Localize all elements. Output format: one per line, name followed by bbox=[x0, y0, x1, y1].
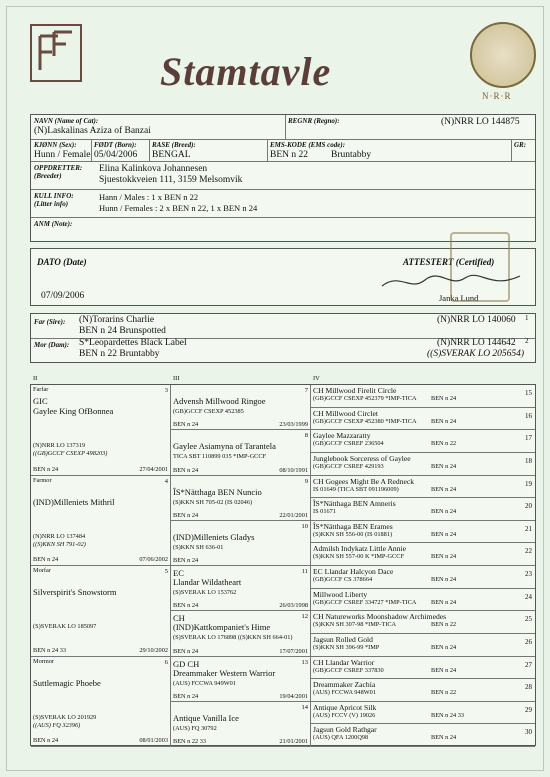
gen4-name: Jagsun Rolled Gold bbox=[313, 634, 373, 644]
gen4-name: Junglebook Sorceress of Gaylee bbox=[313, 453, 411, 463]
gen3-cell bbox=[171, 702, 311, 747]
gen4-cell bbox=[311, 611, 535, 634]
gen2-cell bbox=[31, 385, 171, 476]
date-label: DATO (Date) bbox=[37, 257, 87, 267]
column-header-ii: II bbox=[33, 375, 38, 382]
column-header-iv: IV bbox=[313, 375, 320, 382]
gen4-reg: (AUS) FCCWA 948W01 bbox=[313, 689, 376, 697]
gen4-ems: BEN n 22 bbox=[431, 621, 457, 629]
dam-num: 2 bbox=[525, 337, 529, 345]
gen3-reg: (S)KKN SH 636-01 bbox=[173, 543, 224, 551]
cat-sex: Hunn / Female bbox=[34, 150, 91, 160]
gen3-number: 8 bbox=[304, 432, 308, 440]
gen2-relation: Mormor bbox=[33, 657, 54, 665]
gen4-ems: BEN n 24 33 bbox=[431, 711, 465, 719]
gen4-reg: (AUS) FCCV (V) 19026 bbox=[313, 711, 376, 719]
gen4-reg: (GB)GCCF CSREF 236504 bbox=[313, 440, 384, 448]
gen4-number: 29 bbox=[525, 705, 532, 714]
gen4-number: 20 bbox=[525, 502, 532, 511]
gen2-name: Silverspirit's Snowstorm bbox=[33, 587, 117, 597]
gen3-ems: BEN n 22 33 bbox=[173, 738, 207, 745]
cat-ems: BEN n 22 bbox=[270, 150, 308, 160]
cat-info-box bbox=[30, 114, 536, 242]
gen4-ems: BEN n 24 bbox=[431, 576, 457, 583]
gen4-reg: (GB)GCCF CSREF 429193 bbox=[313, 462, 384, 470]
gen4-cell bbox=[311, 543, 535, 566]
gen3-name: (IND)Milleniets Gladys bbox=[173, 531, 255, 542]
sire-ems: BEN n 24 Brunspotted bbox=[79, 326, 166, 336]
gen2-cell bbox=[31, 657, 171, 748]
gen3-reg: (AUS) FCCWA 949W01 bbox=[173, 679, 236, 687]
litter-females: Hunn / Females : 2 x BEN n 22, 1 x BEN n 24 bbox=[99, 203, 258, 213]
gen4-name: CH Millwood Firelit Circle bbox=[313, 386, 397, 395]
gen3-reg: (S)SVERAK LO 176898 ((S)KKN SH 664-01) bbox=[173, 634, 293, 642]
gen4-name: ÎS*Nätthaga BEN Erames bbox=[313, 521, 393, 531]
gen4-ems: BEN n 24 bbox=[431, 643, 457, 651]
gen2-number: 6 bbox=[164, 658, 168, 666]
nrr-seal-icon bbox=[470, 22, 536, 88]
gen4-name: Antique Apricot Silk bbox=[313, 702, 377, 712]
breeder-address: Sjuestokkveien 111, 3159 Melsomvik bbox=[99, 175, 243, 185]
gen4-reg: (GB)GCCF CSREF 337830 bbox=[313, 666, 384, 674]
gen4-ems: BEN n 22 bbox=[431, 689, 457, 697]
gen3-cell bbox=[171, 657, 311, 702]
sire-num: 1 bbox=[525, 314, 529, 322]
gen4-ems: BEN n 22 bbox=[431, 440, 457, 448]
signer-name: Janka Lund bbox=[439, 293, 479, 303]
dam-reg: (N)NRR LO 144642 bbox=[437, 338, 516, 348]
gen3-ems: BEN n 24 bbox=[173, 421, 199, 429]
gen4-ems: BEN n 24 bbox=[431, 485, 457, 493]
gen4-reg: (S)KKN SH 556-00 (IS 01881) bbox=[313, 530, 393, 538]
gen3-number: 11 bbox=[301, 568, 308, 575]
gen3-title: GD CH bbox=[173, 658, 200, 669]
gen3-cell bbox=[171, 476, 311, 521]
gen2-reg2: ((AUS) FQ 32396) bbox=[33, 721, 81, 729]
litter-males: Hann / Males : 1 x BEN n 22 bbox=[99, 192, 199, 202]
gen4-ems: BEN n 24 bbox=[431, 417, 457, 425]
gen3-name: Antique Vanilla Ice bbox=[173, 712, 239, 723]
gen4-name: CH Llandar Warrior bbox=[313, 657, 375, 667]
document-title: Stamtavle bbox=[160, 49, 332, 94]
gen2-relation: Morfar bbox=[33, 567, 51, 574]
gen4-cell bbox=[311, 385, 535, 408]
gr-label: GR: bbox=[514, 141, 527, 149]
gen3-reg: (S)SVERAK LO 153762 bbox=[173, 589, 237, 596]
gen4-ems: BEN n 24 bbox=[431, 530, 457, 538]
gen4-cell bbox=[311, 453, 535, 476]
gen3-number: 13 bbox=[301, 658, 308, 666]
column-header-iii: III bbox=[173, 375, 180, 382]
gen4-cell bbox=[311, 657, 535, 680]
gen3-date: 21/01/2001 bbox=[279, 738, 308, 745]
gen2-relation: Farfar bbox=[33, 386, 49, 393]
gen2-date: 27/04/2001 bbox=[139, 465, 168, 473]
gen4-cell bbox=[311, 679, 535, 702]
gen4-reg: (S)KKN SH 557-00 K *IMP-GCCF bbox=[313, 553, 404, 561]
gen4-cell bbox=[311, 498, 535, 521]
gen3-cell bbox=[171, 611, 311, 656]
gen2-date: 29/10/2002 bbox=[139, 646, 168, 654]
gen4-name: CH Natureworks Moonshadow Archimedes bbox=[313, 612, 447, 622]
gen4-cell bbox=[311, 408, 535, 431]
gen3-date: 26/03/1998 bbox=[279, 602, 308, 610]
gen4-cell bbox=[311, 634, 535, 657]
gen4-reg: (GB)GCCF CSREF 334727 *IMP-TICA bbox=[313, 598, 417, 606]
gen3-number: 14 bbox=[301, 703, 308, 711]
name-label: NAVN (Name of Cat): bbox=[34, 117, 99, 125]
gen2-reg2: ((S)KKN SH 791-02) bbox=[33, 540, 86, 548]
gen4-ems: BEN n 24 bbox=[431, 734, 457, 742]
gen4-reg: (GB)GCCF CSEXP 452380 *IMP-TICA bbox=[313, 417, 417, 425]
gen4-cell bbox=[311, 702, 535, 725]
gen3-ems: BEN n 24 bbox=[173, 647, 199, 655]
gen4-name: ÎS*Nätthaga BEN Amneris bbox=[313, 499, 396, 509]
born-label: FØDT (Born): bbox=[94, 141, 137, 149]
signature-icon bbox=[380, 270, 530, 294]
gen3-name: (IND)Kattkompaniet's Hime bbox=[173, 622, 271, 633]
sex-label: KJØNN (Sex): bbox=[34, 141, 77, 149]
gen4-cell bbox=[311, 589, 535, 612]
breeder-name: Elina Kalinkova Johannesen bbox=[99, 164, 208, 174]
gen4-ems: BEN n 24 bbox=[431, 598, 457, 606]
cat-regnr: (N)NRR LO 144875 bbox=[441, 117, 520, 127]
gen4-ems: BEN n 24 bbox=[431, 666, 457, 674]
gen3-date: 23/03/1999 bbox=[279, 421, 308, 429]
gen4-name: Dreammaker Zachia bbox=[313, 680, 376, 690]
gen4-number: 18 bbox=[525, 456, 532, 465]
gen2-name: (IND)Milleniets Mithril bbox=[33, 496, 115, 507]
gen3-cell bbox=[171, 385, 311, 430]
gen4-number: 16 bbox=[525, 411, 532, 420]
gen2-number: 4 bbox=[164, 477, 168, 485]
gen2-date: 08/01/2003 bbox=[139, 737, 168, 744]
gen3-cell bbox=[171, 430, 311, 475]
gen2-ems: BEN n 24 33 bbox=[33, 646, 67, 654]
gen4-reg: (GB)GCCF CSEXP 452379 *IMP-TICA bbox=[313, 395, 417, 402]
gen2-number: 5 bbox=[164, 568, 168, 575]
gen3-name: Advensh Millwood Ringoe bbox=[173, 396, 266, 406]
gen3-name: Gaylee Asiamyna of Tarantela bbox=[173, 441, 276, 452]
sire-label: Far (Sire): bbox=[34, 318, 66, 326]
cert-date: 07/09/2006 bbox=[41, 291, 85, 301]
cat-name: (N)Laskalinas Aziza of Banzai bbox=[34, 126, 151, 136]
gen3-ems: BEN n 24 bbox=[173, 466, 199, 474]
gen4-number: 28 bbox=[525, 683, 532, 692]
gen3-cell bbox=[171, 521, 311, 566]
gen2-reg: (N)NRR LO 137484 bbox=[33, 532, 86, 540]
gen4-reg: (S)KKN SH 307-98 *IMP-TICA bbox=[313, 621, 397, 629]
cat-breed: BENGAL bbox=[152, 150, 191, 160]
ems-label: EMS-KODE (EMS code): bbox=[270, 141, 346, 149]
gen3-number: 10 bbox=[301, 522, 308, 530]
gen3-number: 7 bbox=[304, 387, 308, 394]
gen3-name: Dreammaker Western Warrior bbox=[173, 667, 276, 678]
gen2-name: Suttlemagic Phoebe bbox=[33, 677, 101, 688]
gen3-ems: BEN n 24 bbox=[173, 557, 199, 564]
gen2-ems: BEN n 24 bbox=[33, 556, 59, 563]
gen4-number: 25 bbox=[525, 615, 532, 624]
gen4-ems: BEN n 24 bbox=[431, 553, 457, 561]
gen3-ems: BEN n 24 bbox=[173, 692, 199, 700]
attest-label: ATTESTERT (Certified) bbox=[403, 257, 495, 267]
cat-born: 05/04/2006 bbox=[94, 150, 138, 160]
gen3-date: 17/07/2001 bbox=[279, 647, 308, 655]
gen4-number: 17 bbox=[525, 434, 532, 443]
gen3-date: 19/04/2001 bbox=[279, 692, 308, 700]
pedigree-grid bbox=[30, 375, 536, 746]
gen2-ems: BEN n 24 bbox=[33, 737, 59, 744]
seal-text: N·R·R bbox=[482, 91, 512, 101]
gen4-number: 23 bbox=[525, 570, 532, 578]
gen4-number: 22 bbox=[525, 547, 532, 556]
sire-name: (N)Torarins Charlie bbox=[79, 315, 155, 325]
sire-reg: (N)NRR LO 140060 bbox=[437, 315, 516, 325]
gen4-number: 15 bbox=[525, 389, 532, 397]
gen3-ems: BEN n 24 bbox=[173, 602, 199, 610]
dam-ems: BEN n 22 Bruntabby bbox=[79, 349, 160, 359]
fife-logo bbox=[30, 24, 82, 82]
gen4-name: EC Llandar Halcyon Dace bbox=[313, 567, 394, 576]
gen3-name: Llandar Wildatheart bbox=[173, 577, 242, 587]
gen4-number: 30 bbox=[525, 728, 532, 737]
gen2-title: GIC bbox=[33, 396, 48, 406]
dam-name: S*Leopardettes Black Label bbox=[79, 338, 187, 348]
gen4-cell bbox=[311, 476, 535, 499]
gen4-name: Admilsh Indykatz Little Annie bbox=[313, 544, 407, 554]
gen4-number: 24 bbox=[525, 592, 532, 601]
gen4-number: 21 bbox=[525, 524, 532, 533]
gen4-ems: BEN n 24 bbox=[431, 508, 457, 516]
gen3-name: ÎS*Nätthaga BEN Nuncio bbox=[173, 486, 262, 497]
gen3-date: 08/10/1991 bbox=[279, 466, 308, 474]
gen4-cell bbox=[311, 724, 535, 747]
gen3-reg: (GB)GCCF CSEXP 452385 bbox=[173, 408, 244, 415]
gen4-name: Millwood Liberty bbox=[313, 589, 368, 599]
dam-label: Mor (Dam): bbox=[34, 341, 70, 349]
gen4-reg: IS 01671 bbox=[313, 508, 336, 516]
gen2-number: 3 bbox=[164, 387, 168, 394]
gen2-date: 07/06/2002 bbox=[139, 556, 168, 563]
gen2-reg: (N)NRR LO 137319 bbox=[33, 442, 86, 449]
gen4-cell bbox=[311, 430, 535, 453]
breeder-label: OPPDRETTER: (Breeder) bbox=[34, 164, 83, 180]
gen4-name: CH Millwood Circlet bbox=[313, 408, 378, 418]
gen4-number: 27 bbox=[525, 660, 532, 669]
gen3-title: EC bbox=[173, 568, 184, 578]
gen3-reg: (S)KKN SH 705-02 (IS 02046) bbox=[173, 498, 253, 506]
dam-reg2: ((S)SVERAK LO 205654) bbox=[427, 349, 525, 359]
gen4-reg: (S)KKN SH 396-99 *IMP bbox=[313, 643, 380, 651]
gen4-ems: BEN n 24 bbox=[431, 395, 457, 402]
gen3-reg: TICA SBT 110899 035 *IMP-GCCF bbox=[173, 453, 267, 461]
gen4-name: Jagsun Gold Rathgar bbox=[313, 725, 377, 735]
gen2-reg: (S)SVERAK LO 185097 bbox=[33, 623, 97, 630]
gen2-ems: BEN n 24 bbox=[33, 465, 59, 473]
gen4-cell bbox=[311, 566, 535, 589]
gen2-cell bbox=[31, 476, 171, 567]
cat-ems-color: Bruntabby bbox=[331, 150, 372, 160]
gen3-date: 22/01/2001 bbox=[279, 511, 308, 519]
breed-label: RASE (Breed): bbox=[152, 141, 196, 149]
gen2-relation: Farmor bbox=[33, 476, 52, 484]
gen3-reg: (AUS) FQ 30792 bbox=[173, 724, 217, 732]
gen2-reg2: ((GB)GCCF CSEXP 498203) bbox=[33, 450, 108, 457]
gen4-reg: (GB)GCCF CS 378664 bbox=[313, 576, 373, 583]
gen4-reg: IS 01649 (TICA SBT 091196009) bbox=[313, 485, 399, 493]
gen2-cell bbox=[31, 566, 171, 657]
gen4-number: 26 bbox=[525, 637, 532, 646]
note-label: ANM (Note): bbox=[34, 220, 73, 228]
gen4-name: CH Gogees Might Be A Redneck bbox=[313, 476, 415, 486]
gen4-reg: (AUS) QFA 1200Q98 bbox=[313, 734, 369, 742]
gen4-name: Gaylee Mazzaratty bbox=[313, 431, 371, 441]
litter-label: KULL INFO: (Litter info) bbox=[34, 192, 74, 208]
gen3-number: 12 bbox=[301, 613, 308, 621]
parents-box bbox=[30, 313, 536, 363]
regnr-label: REGNR (Regno): bbox=[288, 117, 340, 125]
gen2-name: Gaylee King OfBonnea bbox=[33, 406, 114, 416]
gen3-ems: BEN n 24 bbox=[173, 511, 199, 519]
gen3-title: CH bbox=[173, 613, 185, 624]
gen2-reg: (S)SVERAK LO 201929 bbox=[33, 713, 97, 721]
gen4-number: 19 bbox=[525, 479, 532, 488]
gen3-number: 9 bbox=[304, 477, 308, 485]
gen4-ems: BEN n 24 bbox=[431, 462, 457, 470]
gen3-cell bbox=[171, 566, 311, 611]
gen4-cell bbox=[311, 521, 535, 544]
